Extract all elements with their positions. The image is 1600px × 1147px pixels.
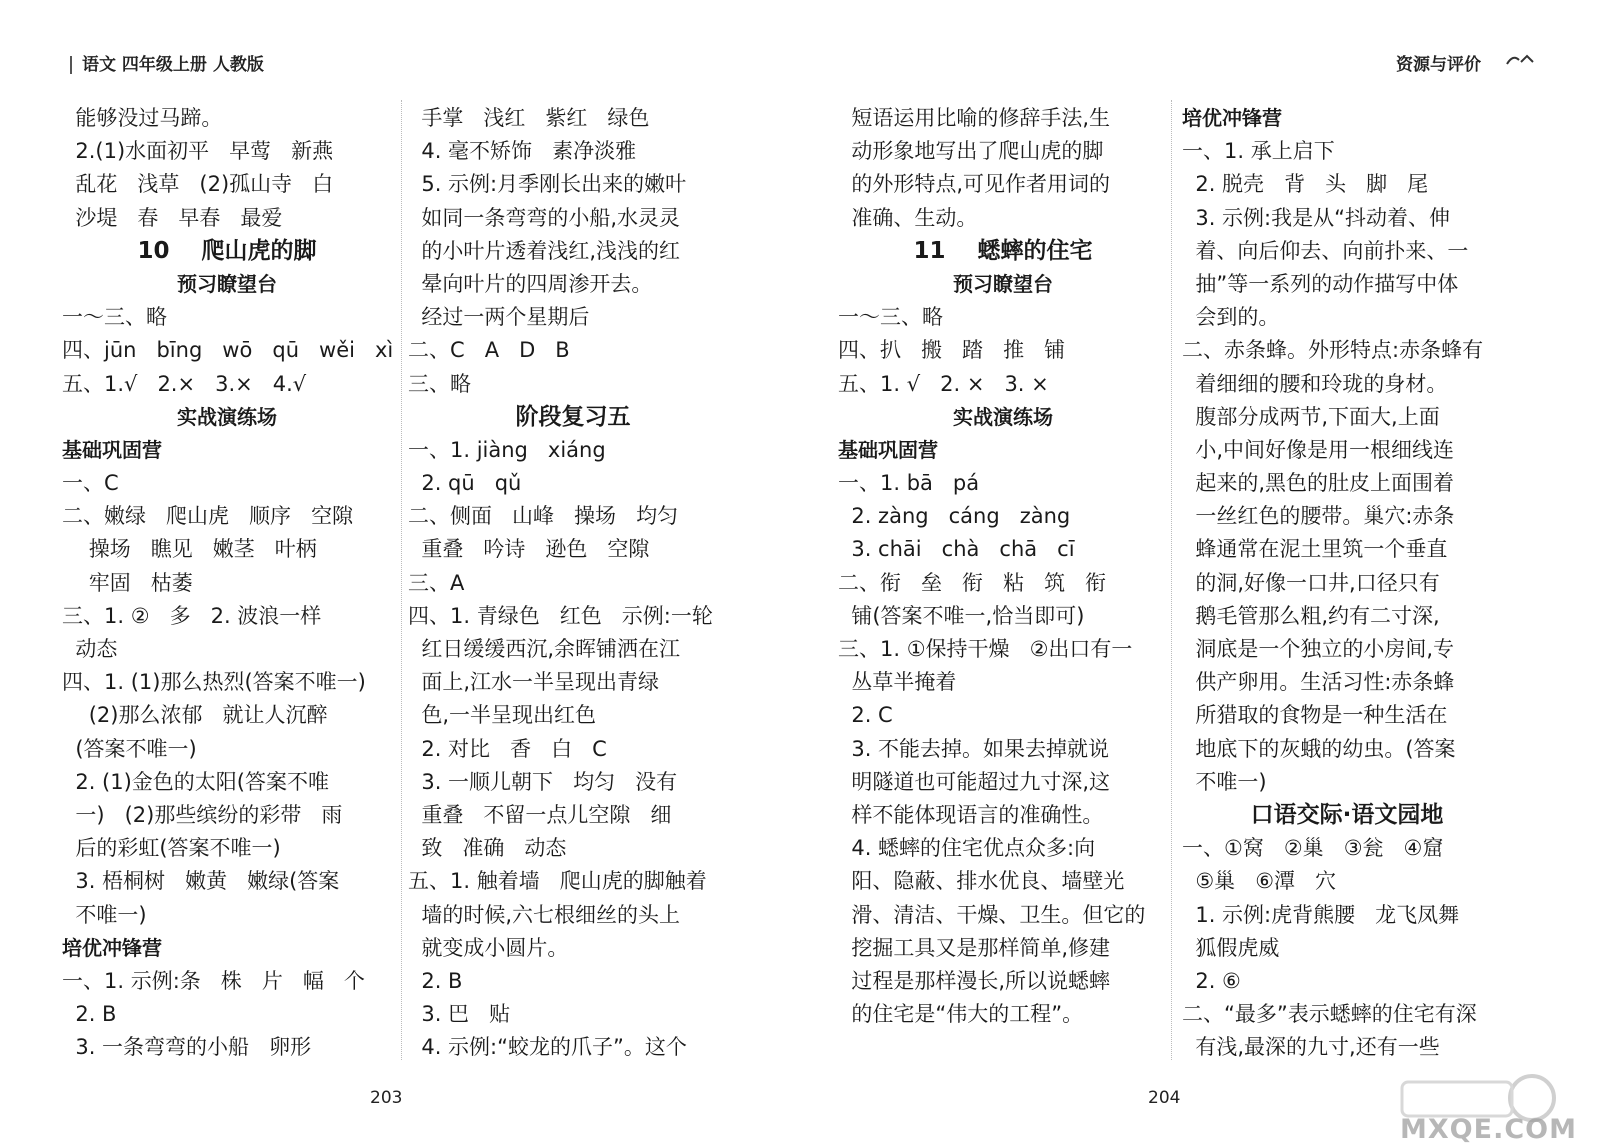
answer-line: 所猎取的食物是一种生活在 <box>1182 703 1448 728</box>
answer-line: 有浅,最深的九寸,还有一些 <box>1182 1035 1440 1060</box>
answer-line: 的洞,好像一口井,口径只有 <box>1182 570 1440 595</box>
section-subheading: 培优冲锋营 <box>62 935 162 960</box>
section-subheading: 实战演练场 <box>177 404 277 429</box>
answer-line: 阳、隐蔽、排水优良、墙壁光 <box>838 869 1125 894</box>
answer-line: 短语运用比喻的修辞手法,生 <box>838 106 1111 130</box>
answer-line: 二、“最多”表示蟋蟀的住宅有深 <box>1182 1002 1477 1027</box>
section-subheading: 预习瞭望台 <box>953 271 1053 296</box>
answer-line: 的外形特点,可见作者用词的 <box>838 172 1111 197</box>
section-title: 11 蟋蟀的住宅 <box>913 237 1093 264</box>
section-subheading: 基础巩固营 <box>62 437 162 462</box>
answer-line: 一、1. bā pá <box>838 471 980 496</box>
section-title: 10 爬山虎的脚 <box>137 237 317 264</box>
answer-line: 4. 示例:“蛟龙的爪子”。这个 <box>408 1035 687 1060</box>
answer-line: 腹部分成两节,下面大,上面 <box>1182 404 1440 429</box>
answer-line: 明隧道也可能超过九寸深,这 <box>838 769 1111 794</box>
page-header-right: 资源与评价 <box>1396 55 1481 75</box>
answer-line: 3. 示例:我是从“抖动着、伸 <box>1182 205 1451 230</box>
answer-line: 滑、清洁、干燥、卫生。但它的 <box>838 902 1146 927</box>
answer-line: 色,一半呈现出红色 <box>408 703 597 728</box>
answer-line: 面上,江水一半呈现出青绿 <box>408 670 660 695</box>
page-number-right: 204 <box>1148 1088 1181 1108</box>
answer-column-3 <box>838 102 1168 1031</box>
answer-line: 一～三、略 <box>62 305 167 330</box>
answer-line: 准确、生动。 <box>838 205 978 230</box>
answer-line: 墙的时候,六七根细丝的头上 <box>408 902 681 927</box>
answer-line: 2. (1)金色的太阳(答案不唯 <box>62 769 330 794</box>
answer-line: 五、1. √ 2. × 3. × <box>838 371 1049 396</box>
answer-line: 狐假虎威 <box>1182 935 1280 960</box>
answer-line: 重叠 不留一点儿空隙 细 <box>408 802 672 827</box>
answer-line: 2. 对比 香 白 C <box>408 736 607 761</box>
answer-line: 2. qū qǔ <box>408 471 522 496</box>
book-title: 语文 四年级上册 人教版 <box>82 55 264 75</box>
page-header-left <box>70 50 264 75</box>
answer-line: 过程是那样漫长,所以说蟋蟀 <box>838 968 1111 993</box>
answer-line: 2. B <box>62 1002 117 1027</box>
header-divider <box>70 56 72 74</box>
answer-line: 供产卵用。生活习性:赤条蜂 <box>1182 670 1455 695</box>
answer-line: 抽”等一系列的动作描写中体 <box>1182 271 1459 296</box>
watermark-text: MXQE.COM <box>1400 1114 1577 1145</box>
answer-line: 4. 蟋蟀的住宅优点众多:向 <box>838 836 1096 861</box>
answer-line: 就变成小圆片。 <box>408 935 569 960</box>
answer-line: 小,中间好像是用一根细线连 <box>1182 437 1455 462</box>
section-title: 阶段复习五 <box>515 403 631 430</box>
answer-line: 着、向后仰去、向前扑来、一 <box>1182 238 1469 263</box>
answer-line: 丛草半掩着 <box>838 670 957 695</box>
answer-line: 动形象地写出了爬山虎的脚 <box>838 139 1104 164</box>
answer-line: 2. zàng cáng zàng <box>838 504 1071 529</box>
answer-line: 一、①窝 ②巢 ③瓮 ④窟 <box>1182 836 1444 861</box>
section-title: 口语交际·语文园地 <box>1250 801 1444 828</box>
answer-line: 4. 毫不矫饰 素净淡雅 <box>408 139 637 164</box>
answer-line: 三、A <box>408 570 465 595</box>
answer-line: 的住宅是“伟大的工程”。 <box>838 1002 1084 1027</box>
answer-line: 一) (2)那些缤纷的彩带 雨 <box>62 802 343 827</box>
answer-column-2 <box>408 102 738 1064</box>
answer-line: 3. chāi chà chā cī <box>838 537 1075 562</box>
answer-line: 五、1. 触着墙 爬山虎的脚触着 <box>408 869 707 894</box>
answer-line: 沙堤 春 早春 最爱 <box>62 205 283 230</box>
section-subheading: 培优冲锋营 <box>1182 106 1282 130</box>
answer-line: 二、嫩绿 爬山虎 顺序 空隙 <box>62 504 354 529</box>
answer-line: 鹅毛管那么粗,约有二寸深, <box>1182 603 1440 628</box>
answer-line: 二、侧面 山峰 操场 均匀 <box>408 504 679 529</box>
answer-line: 二、赤条蜂。外形特点:赤条蜂有 <box>1182 338 1484 363</box>
answer-line: 一、C <box>62 471 119 496</box>
answer-line: 五、1.√ 2.× 3.× 4.√ <box>62 371 307 396</box>
header-logo-icon <box>1505 52 1539 68</box>
section-subheading: 基础巩固营 <box>838 437 938 462</box>
answer-line: 1. 示例:虎背熊腰 龙飞凤舞 <box>1182 902 1460 927</box>
answer-line: 四、扒 搬 踏 推 铺 <box>838 338 1066 363</box>
answer-line: 三、1. ①保持干燥 ②出口有一 <box>838 637 1133 661</box>
answer-line: 四、jūn bīng wō qū wěi xì <box>62 338 394 363</box>
answer-line: 蜂通常在泥土里筑一个垂直 <box>1182 537 1448 562</box>
answer-line: (2)那么浓郁 就让人沉醉 <box>62 703 328 728</box>
answer-column-4 <box>1182 102 1512 1064</box>
answer-line: 5. 示例:月季刚长出来的嫩叶 <box>408 172 687 197</box>
answer-line: 会到的。 <box>1182 305 1280 330</box>
answer-line: 二、C A D B <box>408 338 570 363</box>
answer-line: 2.(1)水面初平 早莺 新燕 <box>62 139 334 164</box>
answer-line: 洞底是一个独立的小房间,专 <box>1182 637 1455 661</box>
answer-line: 动态 <box>62 637 118 661</box>
page-number-left: 203 <box>370 1088 403 1108</box>
answer-line: 2. ⑥ <box>1182 968 1241 993</box>
answer-line: 经过一两个星期后 <box>408 305 590 330</box>
answer-line: 一、1. 示例:条 株 片 幅 个 <box>62 968 365 993</box>
answer-line: 2. C <box>838 703 893 728</box>
answer-line: 手掌 浅红 紫红 绿色 <box>408 106 650 130</box>
answer-line: 三、1. ② 多 2. 波浪一样 <box>62 603 322 628</box>
answer-line: 一、1. jiàng xiáng <box>408 437 606 462</box>
answer-line: 牢固 枯萎 <box>62 570 193 595</box>
answer-line: 一～三、略 <box>838 305 943 330</box>
answer-line: 重叠 吟诗 逊色 空隙 <box>408 537 650 562</box>
answer-line: 三、略 <box>408 371 471 396</box>
answer-column-1 <box>62 102 392 1064</box>
answer-line: 铺(答案不唯一,恰当即可) <box>838 603 1085 628</box>
answer-line: 后的彩虹(答案不唯一) <box>62 836 281 861</box>
answer-line: 二、衔 垒 衔 粘 筑 衔 <box>838 570 1107 595</box>
section-subheading: 实战演练场 <box>953 404 1053 429</box>
answer-line: 晕向叶片的四周渗开去。 <box>408 271 653 296</box>
answer-line: 不唯一) <box>62 902 147 927</box>
answer-line: 不唯一) <box>1182 769 1267 794</box>
answer-line: 四、1. (1)那么热烈(答案不唯一) <box>62 670 366 695</box>
answer-line: 3. 一顺儿朝下 均匀 没有 <box>408 769 678 794</box>
answer-line: (答案不唯一) <box>62 736 197 761</box>
answer-line: 3. 不能去掉。如果去掉就说 <box>838 736 1110 761</box>
answer-line: 起来的,黑色的肚皮上面围着 <box>1182 471 1455 496</box>
answer-line: 四、1. 青绿色 红色 示例:一轮 <box>408 603 713 628</box>
answer-line: 着细细的腰和玲珑的身材。 <box>1182 371 1448 396</box>
answer-line: 能够没过马蹄。 <box>62 106 223 130</box>
answer-line: 3. 一条弯弯的小船 卵形 <box>62 1035 312 1060</box>
answer-line: 操场 瞧见 嫩茎 叶柄 <box>62 537 317 562</box>
answer-line: 红日缓缓西沉,余晖铺洒在江 <box>408 637 681 661</box>
answer-line: 的小叶片透着浅红,浅浅的红 <box>408 238 681 263</box>
answer-line: 地底下的灰蛾的幼虫。(答案 <box>1182 736 1456 761</box>
answer-line: 2. B <box>408 968 463 993</box>
section-subheading: 预习瞭望台 <box>177 271 277 296</box>
answer-line: ⑤巢 ⑥潭 穴 <box>1182 869 1337 894</box>
answer-line: 挖掘工具又是那样简单,修建 <box>838 935 1111 960</box>
answer-line: 3. 梧桐树 嫩黄 嫩绿(答案 <box>62 869 340 894</box>
column-divider <box>1171 100 1172 1060</box>
answer-line: 一、1. 承上启下 <box>1182 139 1335 164</box>
column-divider <box>401 100 402 1060</box>
answer-line: 乱花 浅草 (2)孤山寺 白 <box>62 172 334 197</box>
answer-line: 如同一条弯弯的小船,水灵灵 <box>408 205 681 230</box>
answer-line: 样不能体现语言的准确性。 <box>838 802 1104 827</box>
answer-line: 2. 脱壳 背 头 脚 尾 <box>1182 172 1429 197</box>
answer-line: 致 准确 动态 <box>408 836 567 861</box>
answer-line: 3. 巴 贴 <box>408 1002 511 1027</box>
answer-line: 一丝红色的腰带。巢穴:赤条 <box>1182 504 1455 529</box>
